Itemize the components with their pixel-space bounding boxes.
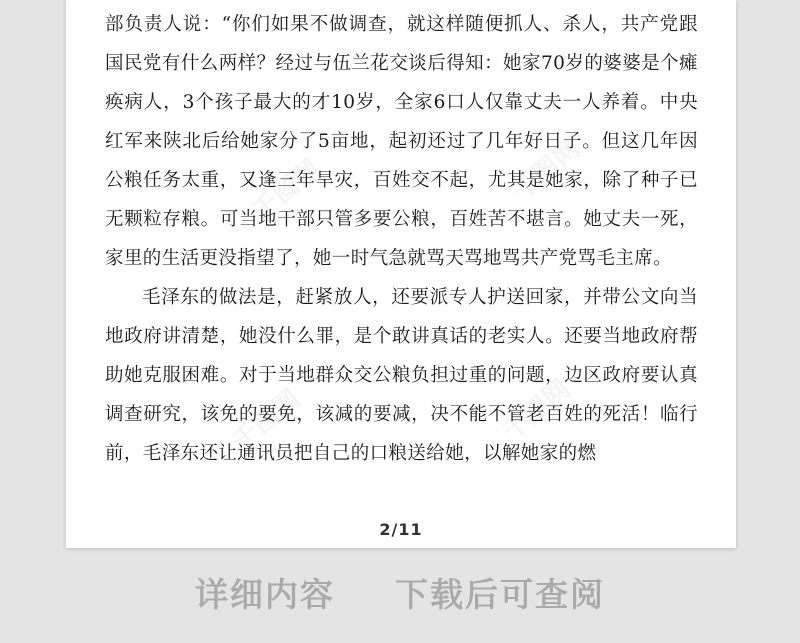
watermark: 千图网 xyxy=(247,153,327,227)
watermark: 千图网 xyxy=(507,133,587,207)
paragraph-1: 部负责人说：“你们如果不做调查，就这样随便抓人、杀人，共产党跟国民党有什么两样？经过与伍兰花交谈后得知：她家70岁的婆婆是个瘫痪病人，3个孩子最大的才10岁，全家6口人仅靠丈夫一人养着。中央红军来陕北后给她家分了5亩地，起初还过了几年好日子。但这几年因公粮任务太重，又逢三年旱灾，百姓交不起，尤其是她家，除了种子已无颗粒存粮。可当地干部只管多要公粮，百姓苦不堪言。她丈夫一死，家里的生活更没指望了，她一时气急就骂天骂地骂共产党骂毛主席。 xyxy=(105,14,698,269)
document-body xyxy=(105,5,698,473)
download-banner xyxy=(0,564,800,620)
page-number: 2/11 xyxy=(379,520,423,539)
watermark: 千图网 xyxy=(497,373,577,447)
paragraph-2: 毛泽东的做法是，赶紧放人，还要派专人护送回家，并带公文向当地政府讲清楚，她没什么罪，是个敢讲真话的老实人。还要当地政府帮助她克服困难。对于当地群众交公粮负担过重的问题，边区政府要认真调查研究，该免的要免，该减的要减，决不能不管老百姓的死活！临行前，毛泽东还让通讯员把自己的口粮送给她，以解她家的燃 xyxy=(105,287,698,464)
document-page xyxy=(66,0,736,548)
details-label: 详细内容 xyxy=(195,574,335,614)
watermark: 千图网 xyxy=(227,383,307,457)
download-hint-label: 下载后可查阅 xyxy=(395,574,605,614)
